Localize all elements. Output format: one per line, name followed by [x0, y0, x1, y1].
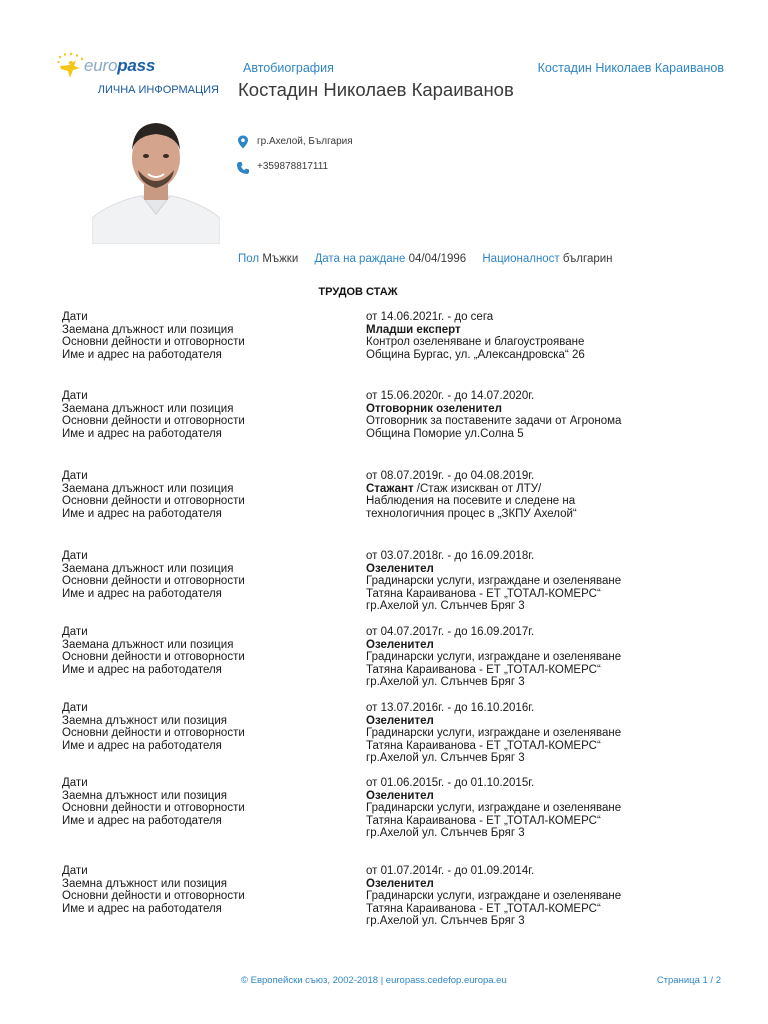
job-dates: от 01.06.2015г. - до 01.10.2015г.	[366, 777, 535, 789]
job-dates: от 01.07.2014г. - до 01.09.2014г.	[366, 865, 535, 877]
position-label: Заемана длъжност или позиция	[62, 402, 234, 415]
phone-text: +359878817111	[257, 161, 329, 172]
dates-label: Дати	[62, 311, 88, 323]
job-duties: Градинарски услуги, изграждане и озеленяване	[366, 651, 622, 664]
job-duties: Контрол озеленяване и благоустрояване	[366, 336, 585, 349]
phone-icon	[236, 161, 250, 175]
position-label: Заемана длъжност или позиция	[62, 562, 234, 575]
job-position-note: /Стаж изискван от ЛТУ/	[413, 482, 542, 495]
address-text: гр.Ахелой, България	[257, 136, 353, 147]
employer-label: Име и адрес на работодателя	[62, 587, 222, 600]
duties-label: Основни дейности и отговорности	[62, 336, 245, 349]
europass-star-figure-icon	[56, 52, 86, 82]
job-employer-address: гр.Ахелой ул. Слънчев Бряг 3	[366, 676, 525, 689]
job-employer-address: гр.Ахелой ул. Слънчев Бряг 3	[366, 915, 525, 928]
dates-label: Дати	[62, 390, 88, 402]
nationality-label: Националност	[482, 253, 560, 265]
profile-photo	[92, 110, 220, 244]
header-name: Костадин Николаев Караиванов	[537, 61, 724, 75]
job-dates: от 03.07.2018г. - до 16.09.2018г.	[366, 550, 535, 562]
document-type: Автобиография	[243, 61, 334, 75]
personal-meta-row	[238, 253, 613, 265]
job-employer: Татяна Караиванова - ЕТ „ТОТАЛ-КОМЕРС“	[366, 663, 601, 676]
job-employer: Татяна Караиванова - ЕТ „ТОТАЛ-КОМЕРС“	[366, 739, 601, 752]
position-label: Заемна длъжност или позиция	[62, 877, 228, 890]
job-dates: от 13.07.2016г. - до 16.10.2016г.	[366, 702, 535, 714]
job-employer-address: гр.Ахелой ул. Слънчев Бряг 3	[366, 827, 525, 840]
birth-date-value: 04/04/1996	[408, 253, 467, 265]
job-employer: технологичния процес в „ЗКПУ Ахелой“	[366, 507, 577, 520]
position-label: Заемна длъжност или позиция	[62, 714, 228, 727]
employer-label: Име и адрес на работодателя	[62, 507, 222, 520]
job-position: Отговорник озеленител	[366, 402, 502, 415]
footer-copyright: © Европейски съюз, 2002-2018 | europass.cedefop.europa.eu	[241, 975, 507, 986]
job-position: Озеленител	[366, 638, 434, 651]
employer-label: Име и адрес на работодателя	[62, 427, 222, 440]
job-position: Младши експерт	[366, 323, 461, 336]
logo-wordmark: europass	[84, 56, 156, 75]
employer-label: Име и адрес на работодателя	[62, 663, 222, 676]
duties-label: Основни дейности и отговорности	[62, 575, 245, 588]
job-employer-address: гр.Ахелой ул. Слънчев Бряг 3	[366, 600, 525, 613]
dates-label: Дати	[62, 702, 88, 714]
employer-label: Име и адрес на работодателя	[62, 902, 222, 915]
job-duties: Градинарски услуги, изграждане и озеленяване	[366, 890, 622, 903]
job-position: Озеленител	[366, 877, 434, 890]
birth-date-label: Дата на раждане	[314, 253, 406, 265]
job-position: Озеленител	[366, 714, 434, 727]
work-experience-title: ТРУДОВ СТАЖ	[318, 286, 398, 298]
job-dates: от 04.07.2017г. - до 16.09.2017г.	[366, 626, 535, 638]
position-label: Заемана длъжност или позиция	[62, 323, 234, 336]
job-position: Озеленител	[366, 562, 434, 575]
personal-info-label: ЛИЧНА ИНФОРМАЦИЯ	[97, 84, 219, 96]
full-name: Костадин Николаев Караиванов	[238, 79, 514, 100]
map-pin-icon	[236, 135, 250, 149]
europass-logo	[56, 52, 176, 82]
dates-label: Дати	[62, 626, 88, 638]
job-employer: Община Поморие ул.Солна 5	[366, 427, 524, 440]
job-duties: Градинарски услуги, изграждане и озеленяване	[366, 575, 622, 588]
duties-label: Основни дейности и отговорности	[62, 651, 245, 664]
duties-label: Основни дейности и отговорности	[62, 890, 245, 903]
position-label: Заемана длъжност или позиция	[62, 482, 234, 495]
dates-label: Дати	[62, 470, 88, 482]
dates-label: Дати	[62, 865, 88, 877]
job-employer: Татяна Караиванова - ЕТ „ТОТАЛ-КОМЕРС“	[366, 587, 601, 600]
job-position: Озеленител	[366, 789, 434, 802]
job-duties: Градинарски услуги, изграждане и озеленяване	[366, 802, 622, 815]
gender-label: Пол	[238, 253, 260, 265]
job-duties: Градинарски услуги, изграждане и озеленяване	[366, 727, 622, 740]
job-employer: Татяна Караиванова - ЕТ „ТОТАЛ-КОМЕРС“	[366, 814, 601, 827]
position-label: Заемана длъжност или позиция	[62, 638, 234, 651]
job-duties: Наблюдения на посевите и следене на	[366, 495, 576, 508]
employer-label: Име и адрес на работодателя	[62, 348, 222, 361]
job-position: Стажант	[366, 482, 414, 495]
gender-value: Мъжки	[262, 253, 299, 265]
position-label: Заемна длъжност или позиция	[62, 789, 228, 802]
nationality-value: българин	[562, 253, 613, 265]
duties-label: Основни дейности и отговорности	[62, 415, 245, 428]
job-dates: от 14.06.2021г. - до сега	[366, 311, 494, 323]
employer-label: Име и адрес на работодателя	[62, 739, 222, 752]
job-employer-address: гр.Ахелой ул. Слънчев Бряг 3	[366, 752, 525, 765]
job-dates: от 08.07.2019г. - до 04.08.2019г.	[366, 470, 535, 482]
job-employer: Община Бургас, ул. „Александровска“ 26	[366, 348, 585, 361]
dates-label: Дати	[62, 550, 88, 562]
page-number: Страница 1 / 2	[656, 975, 721, 986]
dates-label: Дати	[62, 777, 88, 789]
duties-label: Основни дейности и отговорности	[62, 727, 245, 740]
job-duties: Отговорник за поставените задачи от Агронома	[366, 415, 622, 428]
duties-label: Основни дейности и отговорности	[62, 802, 245, 815]
job-dates: от 15.06.2020г. - до 14.07.2020г.	[366, 390, 535, 402]
job-employer: Татяна Караиванова - ЕТ „ТОТАЛ-КОМЕРС“	[366, 902, 601, 915]
employer-label: Име и адрес на работодателя	[62, 814, 222, 827]
duties-label: Основни дейности и отговорности	[62, 495, 245, 508]
